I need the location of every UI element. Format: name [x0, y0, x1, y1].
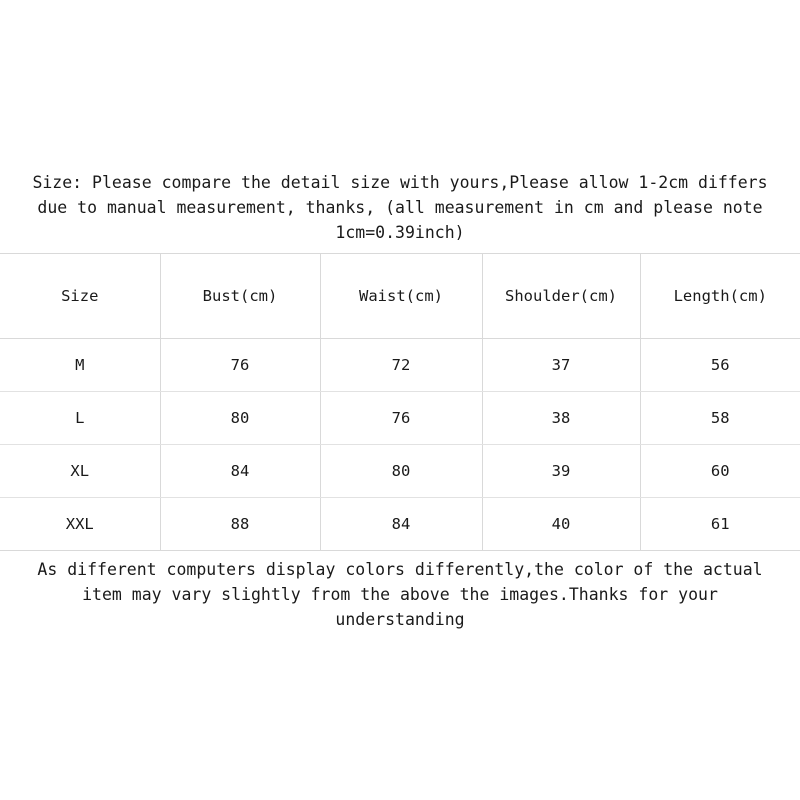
table-row — [0, 498, 800, 551]
cell-waist: 80 — [320, 445, 482, 498]
cell-shoulder: 37 — [482, 339, 640, 392]
top-disclaimer-line-3: 1cm=0.39inch) — [335, 223, 465, 242]
cell-length: 58 — [640, 392, 800, 445]
cell-length: 61 — [640, 498, 800, 551]
bottom-disclaimer-line-2: item may vary slightly from the above the images.Thanks for your — [82, 585, 718, 604]
table-row — [0, 339, 800, 392]
bottom-disclaimer-line-1: As different computers display colors differently,the color of the actual — [37, 560, 763, 579]
table-row — [0, 392, 800, 445]
size-chart-block — [0, 170, 800, 632]
cell-shoulder: 39 — [482, 445, 640, 498]
cell-shoulder: 38 — [482, 392, 640, 445]
column-header-shoulder: Shoulder(cm) — [482, 254, 640, 339]
column-header-waist: Waist(cm) — [320, 254, 482, 339]
cell-waist: 84 — [320, 498, 482, 551]
cell-length: 56 — [640, 339, 800, 392]
top-disclaimer — [0, 170, 800, 253]
cell-waist: 76 — [320, 392, 482, 445]
cell-size: L — [0, 392, 160, 445]
column-header-length: Length(cm) — [640, 254, 800, 339]
cell-bust: 88 — [160, 498, 320, 551]
cell-shoulder: 40 — [482, 498, 640, 551]
cell-size: XXL — [0, 498, 160, 551]
size-table — [0, 253, 800, 551]
cell-size: XL — [0, 445, 160, 498]
cell-bust: 84 — [160, 445, 320, 498]
bottom-disclaimer-line-3: understanding — [335, 610, 465, 629]
cell-length: 60 — [640, 445, 800, 498]
cell-bust: 80 — [160, 392, 320, 445]
cell-bust: 76 — [160, 339, 320, 392]
column-header-size: Size — [0, 254, 160, 339]
cell-size: M — [0, 339, 160, 392]
bottom-disclaimer — [0, 551, 800, 632]
top-disclaimer-line-1: Size: Please compare the detail size with yours,Please allow 1-2cm differs — [32, 173, 768, 192]
cell-waist: 72 — [320, 339, 482, 392]
table-header-row — [0, 254, 800, 339]
top-disclaimer-line-2: due to manual measurement, thanks, (all measurement in cm and please note — [37, 198, 763, 217]
table-row — [0, 445, 800, 498]
column-header-bust: Bust(cm) — [160, 254, 320, 339]
